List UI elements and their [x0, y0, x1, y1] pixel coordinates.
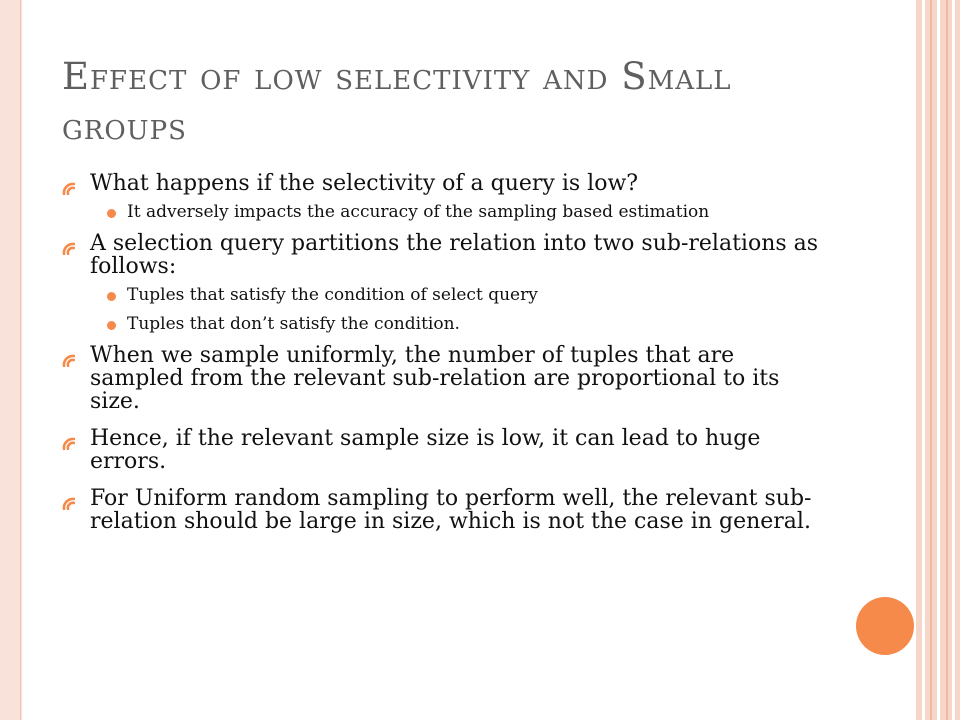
bullet-arc-icon — [62, 432, 75, 445]
sub-bullet-dot-icon — [107, 209, 116, 218]
bullet-item — [62, 232, 832, 278]
right-stripe — [946, 0, 948, 720]
bullet-item — [62, 487, 832, 533]
bullet-text: What happens if the selectivity of a query is low? — [90, 171, 639, 196]
sub-bullet-text: Tuples that don’t satisfy the condition. — [127, 314, 460, 334]
right-stripe — [937, 0, 940, 720]
left-border-band — [0, 0, 22, 720]
bullet-item — [62, 172, 832, 195]
bullet-arc-icon — [62, 177, 75, 190]
sub-bullet-item — [62, 315, 832, 334]
bullet-text: When we sample uniformly, the number of tuples that are sampled from the relevant sub-relation are proportional to its size. — [90, 343, 780, 414]
bullet-item — [62, 427, 832, 473]
slide-title — [62, 52, 842, 152]
bullet-text: A selection query partitions the relation into two sub-relations as follows: — [90, 231, 819, 279]
bullet-item — [62, 344, 832, 413]
sub-bullet-item — [62, 286, 832, 305]
sub-bullet-text: Tuples that satisfy the condition of select query — [127, 285, 538, 305]
right-stripe — [930, 0, 932, 720]
title-line-1: Effect of low selectivity and Small — [62, 55, 732, 98]
bullet-arc-icon — [62, 492, 75, 505]
bullet-arc-icon — [62, 237, 75, 250]
slide-body — [62, 172, 832, 547]
bullet-arc-icon — [62, 349, 75, 362]
bullet-text: For Uniform random sampling to perform well, the relevant sub-relation should be large in size, which is not the case in general. — [90, 486, 812, 534]
accent-circle — [856, 597, 914, 655]
sub-bullet-text: It adversely impacts the accuracy of the sampling based estimation — [127, 202, 710, 222]
left-border-line — [20, 0, 21, 720]
right-stripe — [922, 0, 925, 720]
right-stripe — [952, 0, 955, 720]
sub-bullet-item — [62, 203, 832, 222]
title-line-2: groups — [62, 105, 187, 148]
sub-bullet-dot-icon — [107, 321, 116, 330]
bullet-text: Hence, if the relevant sample size is low, it can lead to huge errors. — [90, 426, 761, 474]
sub-bullet-dot-icon — [107, 292, 116, 301]
